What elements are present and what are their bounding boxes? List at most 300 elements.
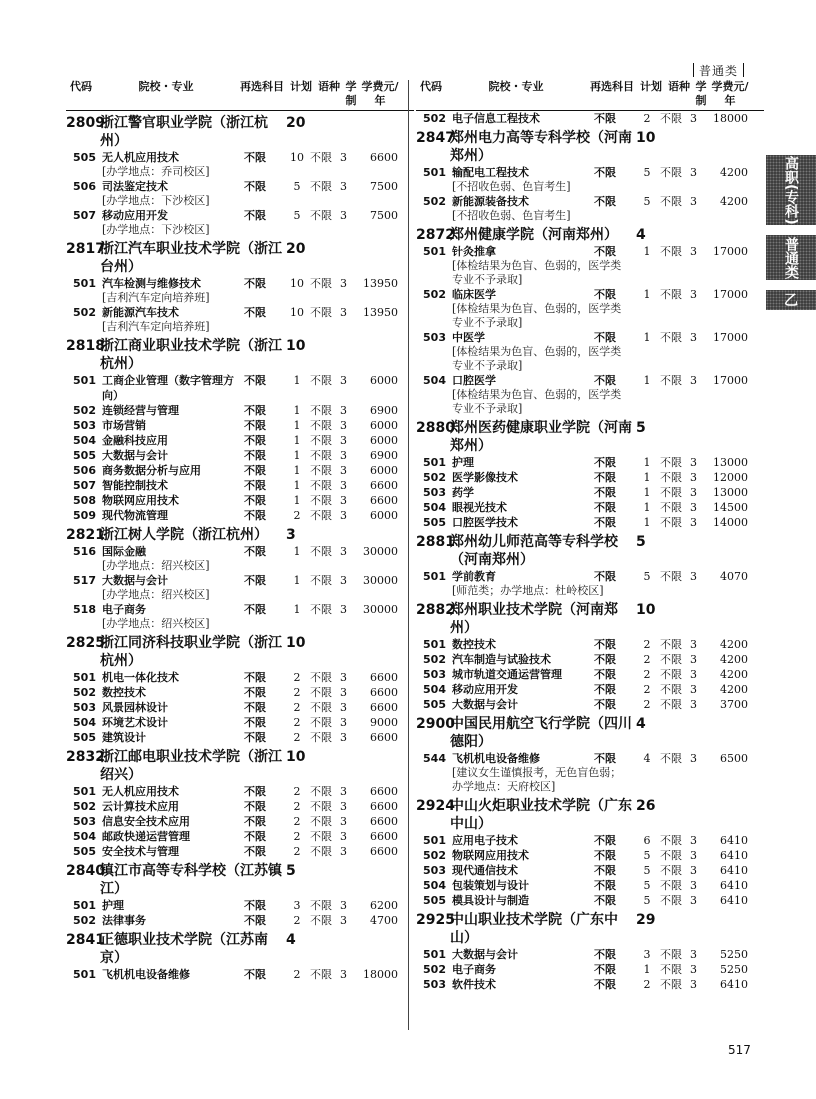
major-code: 502 [73, 914, 96, 927]
major-fee: 13950 [363, 277, 398, 290]
major-years: 3 [690, 501, 697, 514]
major-lang: 不限 [310, 574, 332, 587]
major-plan: 10 [290, 306, 304, 319]
major-code: 503 [423, 978, 446, 991]
major-fee: 30000 [363, 603, 398, 616]
school-code: 2881 [416, 534, 455, 550]
major-subject: 不限 [594, 570, 616, 583]
major-name: 数控技术 [102, 686, 146, 699]
major-plan: 2 [293, 671, 301, 684]
major-subject: 不限 [244, 686, 266, 699]
major-row [416, 569, 764, 584]
major-row [416, 165, 764, 180]
school-header [66, 862, 414, 898]
major-years: 3 [340, 701, 347, 714]
major-lang: 不限 [310, 731, 332, 744]
major-lang: 不限 [660, 698, 682, 711]
major-code: 504 [423, 374, 446, 387]
major-lang: 不限 [660, 112, 682, 125]
major-fee: 4070 [720, 570, 748, 583]
school-name: 中山火炬职业技术学院（广东中山） [450, 798, 632, 832]
major-years: 3 [690, 752, 697, 765]
major-lang: 不限 [660, 894, 682, 907]
major-code: 505 [73, 151, 96, 164]
major-code: 507 [73, 479, 96, 492]
major-fee: 6600 [370, 479, 398, 492]
major-plan: 2 [293, 968, 301, 981]
major-code: 516 [73, 545, 96, 558]
major-row [66, 913, 414, 928]
major-row [66, 967, 414, 982]
major-code: 503 [423, 331, 446, 344]
major-row [66, 784, 414, 799]
major-fee: 6410 [720, 849, 748, 862]
major-years: 3 [340, 277, 347, 290]
major-subject: 不限 [244, 306, 266, 319]
major-code: 508 [73, 494, 96, 507]
school-name: 浙江警官职业学院（浙江杭州） [100, 115, 268, 149]
major-row [66, 418, 414, 433]
school-plan: 10 [636, 602, 656, 618]
major-plan: 5 [643, 879, 651, 892]
major-years: 3 [340, 374, 347, 387]
major-subject: 不限 [594, 668, 616, 681]
major-years: 3 [690, 948, 697, 961]
school-code: 2880 [416, 420, 455, 436]
major-row [416, 637, 764, 652]
major-name: 智能控制技术 [102, 479, 168, 492]
major-subject: 不限 [594, 879, 616, 892]
major-code: 502 [423, 471, 446, 484]
school-code: 2841 [66, 932, 105, 948]
major-plan: 10 [290, 151, 304, 164]
major-code: 501 [423, 638, 446, 651]
major-row [66, 508, 414, 523]
major-plan: 1 [643, 486, 651, 499]
major-lang: 不限 [660, 471, 682, 484]
major-subject: 不限 [594, 653, 616, 666]
major-lang: 不限 [310, 434, 332, 447]
major-row [66, 799, 414, 814]
school-name: 郑州医药健康职业学院（河南郑州） [450, 420, 632, 454]
major-name: 包装策划与设计 [452, 879, 529, 892]
major-name: 商务数据分析与应用 [102, 464, 201, 477]
major-subject: 不限 [244, 899, 266, 912]
major-code: 505 [73, 449, 96, 462]
major-lang: 不限 [310, 419, 332, 432]
school-code: 2924 [416, 798, 455, 814]
major-code: 502 [423, 195, 446, 208]
major-code: 505 [423, 516, 446, 529]
major-row [416, 682, 764, 697]
major-fee: 17000 [713, 331, 748, 344]
school-header [416, 226, 764, 244]
major-years: 3 [690, 456, 697, 469]
major-row [416, 455, 764, 470]
column-divider [408, 80, 409, 1030]
major-years: 3 [340, 509, 347, 522]
major-plan: 2 [293, 785, 301, 798]
major-years: 3 [340, 845, 347, 858]
major-plan: 1 [643, 963, 651, 976]
major-code: 503 [423, 486, 446, 499]
major-fee: 17000 [713, 245, 748, 258]
col-lang: 语种 [668, 80, 690, 93]
major-fee: 6900 [370, 449, 398, 462]
col-years: 学制 [345, 80, 357, 107]
major-subject: 不限 [244, 845, 266, 858]
major-fee: 6000 [370, 419, 398, 432]
major-code: 509 [73, 509, 96, 522]
major-fee: 6000 [370, 464, 398, 477]
major-plan: 3 [293, 899, 301, 912]
major-code: 501 [73, 277, 96, 290]
major-lang: 不限 [660, 963, 682, 976]
major-name: 汽车制造与试验技术 [452, 653, 551, 666]
major-name: 安全技术与管理 [102, 845, 179, 858]
major-lang: 不限 [660, 245, 682, 258]
major-plan: 1 [643, 331, 651, 344]
col-fee: 学费元/年 [361, 80, 399, 107]
major-code: 501 [73, 785, 96, 798]
major-subject: 不限 [244, 419, 266, 432]
major-fee: 6600 [370, 151, 398, 164]
major-plan: 2 [293, 830, 301, 843]
major-name: 物联网应用技术 [452, 849, 529, 862]
major-lang: 不限 [310, 509, 332, 522]
major-plan: 2 [293, 845, 301, 858]
left-column [66, 80, 414, 982]
major-years: 3 [340, 464, 347, 477]
major-years: 3 [690, 570, 697, 583]
school-header [66, 240, 414, 276]
major-fee: 6410 [720, 879, 748, 892]
major-code: 504 [73, 830, 96, 843]
major-subject: 不限 [594, 963, 616, 976]
major-years: 3 [690, 374, 697, 387]
major-code: 517 [73, 574, 96, 587]
school-code: 2832 [66, 749, 105, 765]
school-code: 2882 [416, 602, 455, 618]
major-name: 现代物流管理 [102, 509, 168, 522]
major-plan: 1 [643, 501, 651, 514]
major-note: [办学地点：乔司校区] [102, 165, 210, 178]
major-code: 504 [423, 501, 446, 514]
major-note: [体检结果为色盲、色弱的，医学类专业不予录取] [452, 388, 622, 415]
major-note: [吉利汽车定向培养班] [102, 291, 210, 304]
major-lang: 不限 [660, 834, 682, 847]
major-name: 药学 [452, 486, 474, 499]
major-lang: 不限 [660, 864, 682, 877]
major-name: 邮政快递运营管理 [102, 830, 190, 843]
major-plan: 1 [293, 545, 301, 558]
major-subject: 不限 [244, 785, 266, 798]
major-lang: 不限 [660, 374, 682, 387]
major-name: 针灸推拿 [452, 245, 496, 258]
major-subject: 不限 [244, 404, 266, 417]
major-subject: 不限 [594, 195, 616, 208]
major-years: 3 [340, 419, 347, 432]
major-row [416, 962, 764, 977]
major-lang: 不限 [310, 845, 332, 858]
school-code: 2809 [66, 115, 105, 131]
major-row [416, 244, 764, 259]
major-code: 501 [73, 671, 96, 684]
major-row [416, 878, 764, 893]
major-lang: 不限 [660, 668, 682, 681]
major-code: 502 [423, 653, 446, 666]
school-header [66, 526, 414, 544]
major-years: 3 [340, 434, 347, 447]
major-row [66, 305, 414, 320]
col-fee: 学费元/年 [711, 80, 749, 107]
major-row [416, 515, 764, 530]
major-fee: 6600 [370, 731, 398, 744]
school-header [66, 748, 414, 784]
school-name: 镇江市高等专科学校（江苏镇江） [100, 863, 282, 897]
major-plan: 5 [643, 570, 651, 583]
major-name: 无人机应用技术 [102, 785, 179, 798]
major-lang: 不限 [310, 968, 332, 981]
major-years: 3 [340, 716, 347, 729]
major-subject: 不限 [244, 449, 266, 462]
major-fee: 18000 [363, 968, 398, 981]
major-plan: 2 [293, 800, 301, 813]
major-lang: 不限 [310, 374, 332, 387]
school-header [66, 634, 414, 670]
major-plan: 1 [643, 471, 651, 484]
school-code: 2900 [416, 716, 455, 732]
major-subject: 不限 [594, 864, 616, 877]
major-name: 金融科技应用 [102, 434, 168, 447]
major-lang: 不限 [310, 464, 332, 477]
school-name: 郑州电力高等专科学校（河南郑州） [450, 130, 632, 164]
major-code: 503 [423, 668, 446, 681]
major-name: 模具设计与制造 [452, 894, 529, 907]
major-row [66, 730, 414, 745]
major-years: 3 [340, 731, 347, 744]
school-name: 浙江商业职业技术学院（浙江杭州） [100, 338, 282, 372]
major-lang: 不限 [660, 456, 682, 469]
school-plan: 5 [286, 863, 296, 879]
school-header [416, 129, 764, 165]
major-row [66, 373, 414, 403]
school-plan: 10 [286, 635, 306, 651]
major-years: 3 [690, 245, 697, 258]
major-subject: 不限 [244, 716, 266, 729]
school-name: 中山职业技术学院（广东中山） [450, 912, 618, 946]
major-lang: 不限 [660, 501, 682, 514]
major-row [416, 485, 764, 500]
major-name: 风景园林设计 [102, 701, 168, 714]
major-fee: 9000 [370, 716, 398, 729]
major-fee: 14000 [713, 516, 748, 529]
major-lang: 不限 [310, 671, 332, 684]
major-subject: 不限 [594, 112, 616, 125]
major-code: 506 [73, 180, 96, 193]
major-years: 3 [340, 404, 347, 417]
major-code: 505 [423, 698, 446, 711]
major-row [416, 697, 764, 712]
school-code: 2925 [416, 912, 455, 928]
major-years: 3 [340, 545, 347, 558]
major-row [66, 829, 414, 844]
major-fee: 17000 [713, 374, 748, 387]
major-plan: 1 [293, 404, 301, 417]
major-fee: 6600 [370, 785, 398, 798]
major-plan: 1 [643, 456, 651, 469]
major-name: 医学影像技术 [452, 471, 518, 484]
major-note: [吉利汽车定向培养班] [102, 320, 210, 333]
major-row [66, 573, 414, 588]
major-name: 学前教育 [452, 570, 496, 583]
major-note: [办学地点：绍兴校区] [102, 617, 210, 630]
major-years: 3 [690, 331, 697, 344]
major-note: [办学地点：下沙校区] [102, 223, 210, 236]
major-subject: 不限 [244, 701, 266, 714]
major-note: [体检结果为色盲、色弱的，医学类专业不予录取] [452, 345, 622, 372]
major-name: 机电一体化技术 [102, 671, 179, 684]
major-name: 司法鉴定技术 [102, 180, 168, 193]
major-years: 3 [340, 306, 347, 319]
major-lang: 不限 [660, 638, 682, 651]
major-fee: 4200 [720, 638, 748, 651]
major-years: 3 [340, 968, 347, 981]
major-subject: 不限 [594, 698, 616, 711]
major-plan: 1 [293, 479, 301, 492]
major-years: 3 [690, 978, 697, 991]
table-header [416, 80, 764, 111]
school-name: 浙江同济科技职业学院（浙江杭州） [100, 635, 282, 669]
school-code: 2821 [66, 527, 105, 543]
major-row [66, 670, 414, 685]
school-plan: 20 [286, 241, 306, 257]
major-code: 501 [423, 834, 446, 847]
major-fee: 6600 [370, 815, 398, 828]
major-row [66, 433, 414, 448]
major-lang: 不限 [660, 879, 682, 892]
school-plan: 5 [636, 420, 646, 436]
major-plan: 2 [293, 815, 301, 828]
major-code: 502 [423, 288, 446, 301]
major-code: 503 [423, 864, 446, 877]
major-subject: 不限 [594, 456, 616, 469]
major-code: 502 [73, 306, 96, 319]
major-subject: 不限 [244, 800, 266, 813]
major-code: 502 [423, 963, 446, 976]
major-plan: 2 [293, 914, 301, 927]
major-fee: 5250 [720, 963, 748, 976]
major-row [66, 448, 414, 463]
major-years: 3 [340, 686, 347, 699]
major-subject: 不限 [594, 978, 616, 991]
major-code: 503 [73, 419, 96, 432]
major-fee: 13950 [363, 306, 398, 319]
major-fee: 6600 [370, 800, 398, 813]
major-name: 国际金融 [102, 545, 146, 558]
major-years: 3 [690, 668, 697, 681]
major-name: 市场营销 [102, 419, 146, 432]
major-name: 口腔医学技术 [452, 516, 518, 529]
major-row [66, 814, 414, 829]
major-subject: 不限 [244, 968, 266, 981]
major-row [416, 893, 764, 908]
major-subject: 不限 [594, 486, 616, 499]
major-lang: 不限 [660, 653, 682, 666]
major-fee: 18000 [713, 112, 748, 125]
major-name: 城市轨道交通运营管理 [452, 668, 562, 681]
major-name: 信息安全技术应用 [102, 815, 190, 828]
major-subject: 不限 [594, 471, 616, 484]
major-years: 3 [690, 834, 697, 847]
major-years: 3 [690, 516, 697, 529]
major-row [66, 602, 414, 617]
major-fee: 3700 [720, 698, 748, 711]
major-lang: 不限 [310, 686, 332, 699]
major-fee: 6600 [370, 830, 398, 843]
major-row [416, 751, 764, 766]
major-years: 3 [690, 849, 697, 862]
major-lang: 不限 [660, 195, 682, 208]
major-fee: 6410 [720, 978, 748, 991]
major-fee: 7500 [370, 209, 398, 222]
major-plan: 1 [293, 574, 301, 587]
major-row [416, 848, 764, 863]
major-lang: 不限 [310, 209, 332, 222]
col-plan: 计划 [290, 80, 312, 93]
major-plan: 1 [643, 245, 651, 258]
school-plan: 4 [636, 716, 646, 732]
major-fee: 6900 [370, 404, 398, 417]
major-lang: 不限 [310, 701, 332, 714]
major-code: 503 [73, 815, 96, 828]
major-years: 3 [690, 683, 697, 696]
major-plan: 2 [293, 716, 301, 729]
major-years: 3 [690, 963, 697, 976]
major-plan: 2 [293, 686, 301, 699]
major-code: 501 [423, 948, 446, 961]
major-plan: 5 [293, 180, 301, 193]
major-years: 3 [340, 830, 347, 843]
major-row [416, 947, 764, 962]
major-name: 大数据与会计 [102, 574, 168, 587]
major-name: 移动应用开发 [102, 209, 168, 222]
major-name: 应用电子技术 [452, 834, 518, 847]
major-note: [师范类；办学地点：杜岭校区] [452, 584, 604, 597]
major-name: 工商企业管理（数字管理方向） [102, 374, 234, 402]
major-subject: 不限 [244, 509, 266, 522]
major-subject: 不限 [594, 166, 616, 179]
major-lang: 不限 [310, 151, 332, 164]
major-subject: 不限 [594, 245, 616, 258]
major-plan: 2 [643, 668, 651, 681]
major-subject: 不限 [594, 683, 616, 696]
school-plan: 3 [286, 527, 296, 543]
major-years: 3 [690, 195, 697, 208]
school-code: 2872 [416, 227, 455, 243]
major-lang: 不限 [660, 948, 682, 961]
side-tab-category: 普通类 [766, 235, 816, 280]
major-years: 3 [340, 785, 347, 798]
major-row [66, 179, 414, 194]
major-subject: 不限 [244, 180, 266, 193]
side-tab-level: 高职(专科) [766, 155, 816, 225]
school-plan: 4 [636, 227, 646, 243]
major-note: [办学地点：绍兴校区] [102, 559, 210, 572]
major-name: 软件技术 [452, 978, 496, 991]
major-fee: 4200 [720, 166, 748, 179]
major-years: 3 [340, 914, 347, 927]
